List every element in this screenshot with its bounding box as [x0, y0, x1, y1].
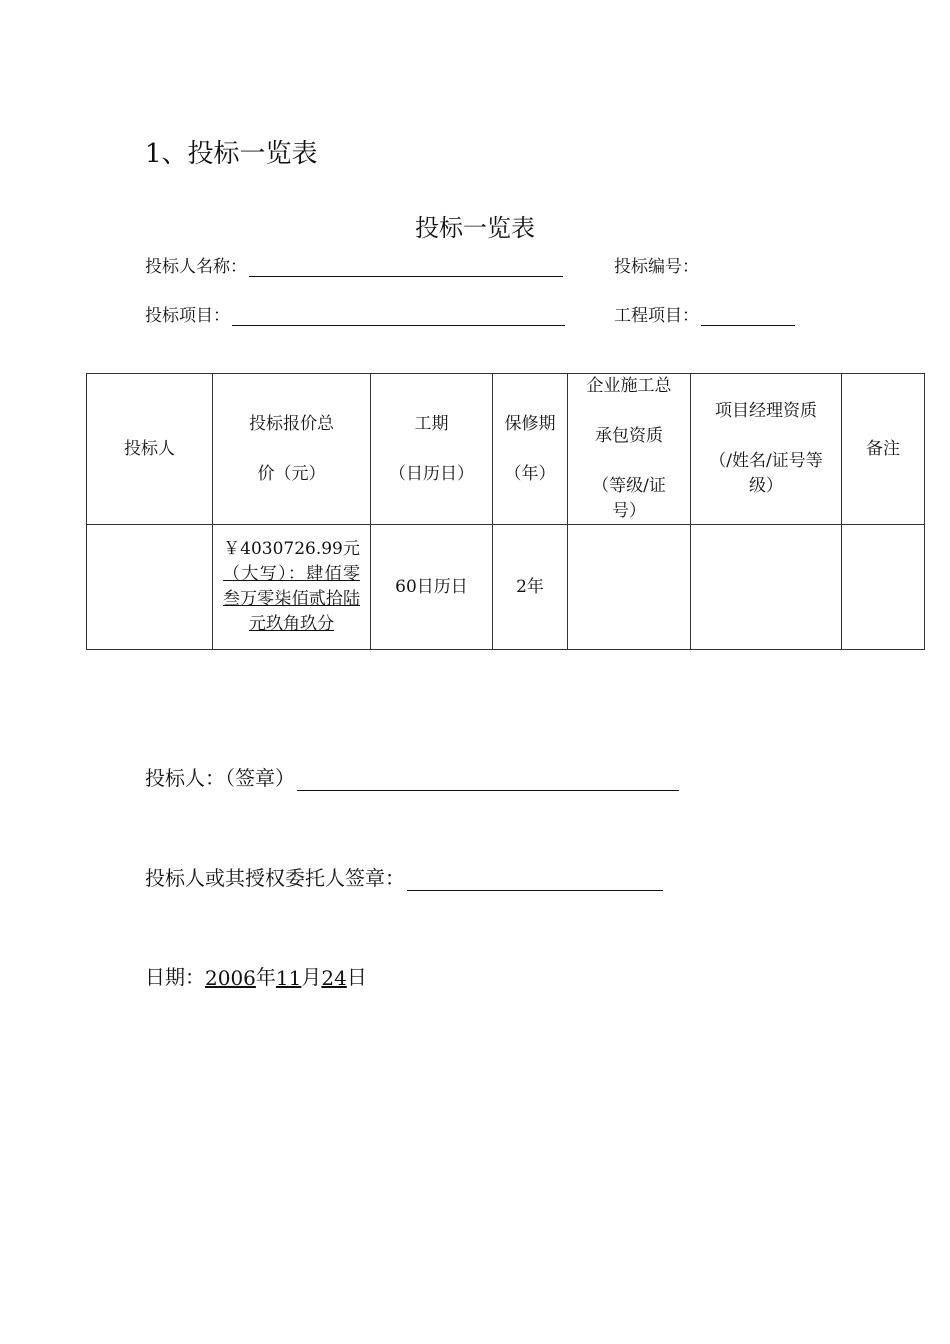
price-amount: ￥4030726.99元 — [223, 539, 360, 559]
engineering-project-blank[interactable] — [701, 324, 795, 326]
bidder-name-blank[interactable] — [249, 275, 563, 277]
cell-qualification[interactable] — [568, 525, 691, 650]
header-remarks: 备注 — [842, 374, 925, 525]
bid-number-field — [614, 252, 699, 277]
bid-project-field — [145, 301, 565, 326]
cell-manager[interactable] — [691, 525, 842, 650]
bid-project-label: 投标项目： — [145, 306, 230, 326]
cell-price — [213, 525, 371, 650]
header-price: 投标报价总 价（元） — [213, 374, 371, 525]
cell-remarks[interactable] — [842, 525, 925, 650]
bid-project-blank[interactable] — [232, 324, 565, 326]
bidder-seal-blank[interactable] — [297, 789, 679, 791]
authorized-seal-field — [145, 862, 663, 891]
header-qualification: 企业施工总 承包资质 （等级/证号） — [568, 374, 691, 525]
cell-bidder[interactable] — [87, 525, 213, 650]
header-bidder: 投标人 — [87, 374, 213, 525]
document-title: 投标一览表 — [415, 214, 535, 242]
cell-warranty: 2年 — [493, 525, 568, 650]
bid-summary-table — [86, 373, 925, 650]
bidder-seal-field — [145, 762, 679, 791]
date-month-unit: 月 — [301, 965, 322, 989]
bidder-name-field — [145, 252, 563, 277]
header-manager: 项目经理资质 （/姓名/证号等级） — [691, 374, 842, 525]
bidder-name-label: 投标人名称： — [145, 257, 247, 277]
header-warranty: 保修期 （年） — [493, 374, 568, 525]
engineering-project-field — [614, 301, 795, 326]
price-in-words: （大写）：肆佰零叁万零柒佰贰拾陆元玖角玖分 — [223, 564, 361, 634]
authorized-seal-label: 投标人或其授权委托人签章： — [145, 866, 405, 890]
section-heading: 1、投标一览表 — [145, 139, 318, 169]
date-year-unit: 年 — [255, 965, 276, 989]
bid-number-label: 投标编号： — [614, 257, 699, 277]
engineering-project-label: 工程项目： — [614, 306, 699, 326]
authorized-seal-blank[interactable] — [407, 889, 663, 891]
table-header-row — [87, 374, 925, 525]
date-day: 24 — [321, 966, 347, 990]
date-field — [145, 961, 367, 990]
bidder-seal-label: 投标人：（签章） — [145, 766, 295, 790]
date-month: 11 — [275, 966, 302, 990]
table-row — [87, 525, 925, 650]
header-period: 工期 （日历日） — [371, 374, 493, 525]
date-year: 2006 — [205, 966, 256, 990]
cell-period: 60日历日 — [371, 525, 493, 650]
date-day-unit: 日 — [346, 965, 367, 989]
date-label: 日期： — [145, 965, 205, 989]
